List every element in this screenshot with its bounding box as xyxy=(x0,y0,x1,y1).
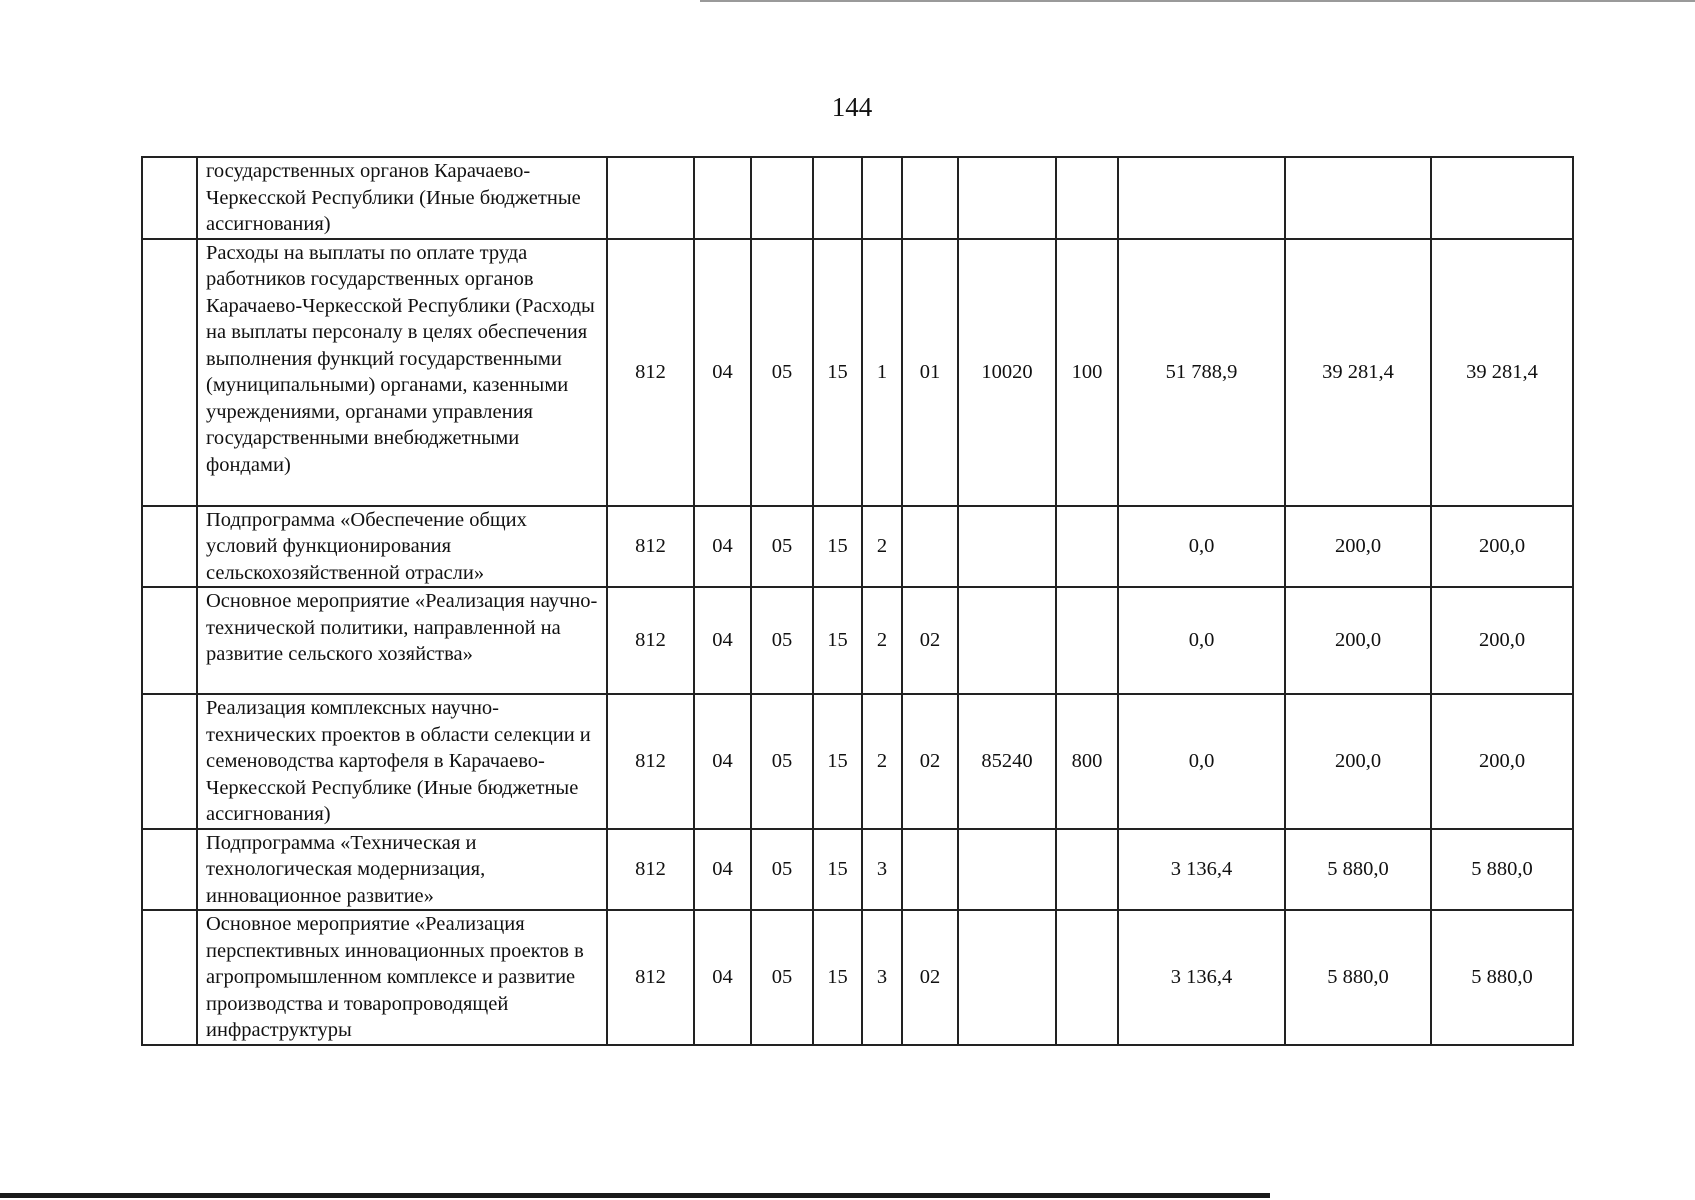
sum-year3-cell: 5 880,0 xyxy=(1431,910,1573,1045)
table-row xyxy=(142,506,1573,588)
grbs-cell: 812 xyxy=(607,587,694,694)
subsection-cell: 05 xyxy=(751,506,813,588)
target-event-cell: 01 xyxy=(902,239,958,506)
section-cell: 04 xyxy=(694,910,751,1045)
subsection-cell: 05 xyxy=(751,829,813,911)
sum-year2-cell: 5 880,0 xyxy=(1285,829,1431,911)
target-direction-cell xyxy=(958,587,1056,694)
subsection-cell: 05 xyxy=(751,910,813,1045)
row-name-cell: Реализация комплексных научно-технических проектов в области селекции и семеноводства картофеля в Карачаево-Черкесской Республике (Иные бюджетные ассигнования) xyxy=(197,694,607,829)
grbs-cell: 812 xyxy=(607,694,694,829)
expense-type-cell xyxy=(1056,829,1118,911)
bottom-scan-rule xyxy=(0,1193,1270,1198)
sum-year3-cell: 200,0 xyxy=(1431,506,1573,588)
row-number-cell xyxy=(142,506,197,588)
target-direction-cell xyxy=(958,910,1056,1045)
target-subprogram-cell: 2 xyxy=(862,694,902,829)
row-number-cell xyxy=(142,910,197,1045)
expense-type-cell: 800 xyxy=(1056,694,1118,829)
target-program-cell xyxy=(813,157,862,239)
row-number-cell xyxy=(142,157,197,239)
sum-year2-cell xyxy=(1285,157,1431,239)
table-row xyxy=(142,587,1573,694)
target-program-cell: 15 xyxy=(813,587,862,694)
row-name-cell: государственных органов Карачаево-Черкесской Республики (Иные бюджетные ассигнования) xyxy=(197,157,607,239)
target-event-cell: 02 xyxy=(902,587,958,694)
grbs-cell: 812 xyxy=(607,829,694,911)
table-row xyxy=(142,910,1573,1045)
section-cell: 04 xyxy=(694,694,751,829)
sum-year3-cell: 39 281,4 xyxy=(1431,239,1573,506)
target-subprogram-cell xyxy=(862,157,902,239)
row-number-cell xyxy=(142,239,197,506)
grbs-cell: 812 xyxy=(607,239,694,506)
expense-type-cell: 100 xyxy=(1056,239,1118,506)
subsection-cell: 05 xyxy=(751,587,813,694)
target-program-cell: 15 xyxy=(813,910,862,1045)
grbs-cell: 812 xyxy=(607,910,694,1045)
table-row xyxy=(142,829,1573,911)
target-direction-cell xyxy=(958,829,1056,911)
row-name-cell: Расходы на выплаты по оплате труда работников государственных органов Карачаево-Черкесской Республики (Расходы на выплаты персоналу в целях обеспечения выполнения функций государственными (муниципальными) органами, казенными учреждениями, органами управления государственными внебюджетными фондами) xyxy=(197,239,607,506)
target-event-cell xyxy=(902,157,958,239)
sum-year2-cell: 200,0 xyxy=(1285,694,1431,829)
table-row xyxy=(142,694,1573,829)
row-name-cell: Подпрограмма «Обеспечение общих условий функционирования сельскохозяйственной отрасли» xyxy=(197,506,607,588)
expense-type-cell xyxy=(1056,157,1118,239)
sum-year1-cell: 0,0 xyxy=(1118,694,1285,829)
budget-table xyxy=(141,156,1574,1046)
row-name-cell: Основное мероприятие «Реализация научно-технической политики, направленной на развитие сельского хозяйства» xyxy=(197,587,607,694)
target-program-cell: 15 xyxy=(813,506,862,588)
sum-year2-cell: 5 880,0 xyxy=(1285,910,1431,1045)
sum-year3-cell xyxy=(1431,157,1573,239)
target-direction-cell: 10020 xyxy=(958,239,1056,506)
row-number-cell xyxy=(142,694,197,829)
sum-year3-cell: 200,0 xyxy=(1431,694,1573,829)
section-cell: 04 xyxy=(694,587,751,694)
target-event-cell xyxy=(902,829,958,911)
sum-year1-cell: 0,0 xyxy=(1118,506,1285,588)
grbs-cell xyxy=(607,157,694,239)
section-cell xyxy=(694,157,751,239)
table-row xyxy=(142,157,1573,239)
subsection-cell: 05 xyxy=(751,239,813,506)
top-scan-rule xyxy=(700,0,1695,2)
row-number-cell xyxy=(142,829,197,911)
subsection-cell xyxy=(751,157,813,239)
sum-year1-cell: 51 788,9 xyxy=(1118,239,1285,506)
table-row xyxy=(142,239,1573,506)
target-program-cell: 15 xyxy=(813,829,862,911)
page-number: 144 xyxy=(831,92,873,122)
target-event-cell: 02 xyxy=(902,910,958,1045)
target-subprogram-cell: 3 xyxy=(862,910,902,1045)
subsection-cell: 05 xyxy=(751,694,813,829)
target-subprogram-cell: 2 xyxy=(862,587,902,694)
sum-year2-cell: 200,0 xyxy=(1285,506,1431,588)
sum-year1-cell xyxy=(1118,157,1285,239)
sum-year2-cell: 200,0 xyxy=(1285,587,1431,694)
section-cell: 04 xyxy=(694,829,751,911)
row-number-cell xyxy=(142,587,197,694)
target-subprogram-cell: 1 xyxy=(862,239,902,506)
sum-year3-cell: 5 880,0 xyxy=(1431,829,1573,911)
expense-type-cell xyxy=(1056,910,1118,1045)
target-direction-cell xyxy=(958,506,1056,588)
grbs-cell: 812 xyxy=(607,506,694,588)
sum-year1-cell: 3 136,4 xyxy=(1118,829,1285,911)
target-event-cell xyxy=(902,506,958,588)
target-subprogram-cell: 2 xyxy=(862,506,902,588)
target-direction-cell xyxy=(958,157,1056,239)
section-cell: 04 xyxy=(694,239,751,506)
row-name-cell: Подпрограмма «Техническая и технологическая модернизация, инновационное развитие» xyxy=(197,829,607,911)
expense-type-cell xyxy=(1056,587,1118,694)
expense-type-cell xyxy=(1056,506,1118,588)
target-subprogram-cell: 3 xyxy=(862,829,902,911)
target-direction-cell: 85240 xyxy=(958,694,1056,829)
section-cell: 04 xyxy=(694,506,751,588)
sum-year2-cell: 39 281,4 xyxy=(1285,239,1431,506)
target-event-cell: 02 xyxy=(902,694,958,829)
target-program-cell: 15 xyxy=(813,694,862,829)
sum-year3-cell: 200,0 xyxy=(1431,587,1573,694)
row-name-cell: Основное мероприятие «Реализация перспективных инновационных проектов в агропромышленном комплексе и развитие производства и товаропроводящей инфраструктуры xyxy=(197,910,607,1045)
sum-year1-cell: 3 136,4 xyxy=(1118,910,1285,1045)
sum-year1-cell: 0,0 xyxy=(1118,587,1285,694)
target-program-cell: 15 xyxy=(813,239,862,506)
